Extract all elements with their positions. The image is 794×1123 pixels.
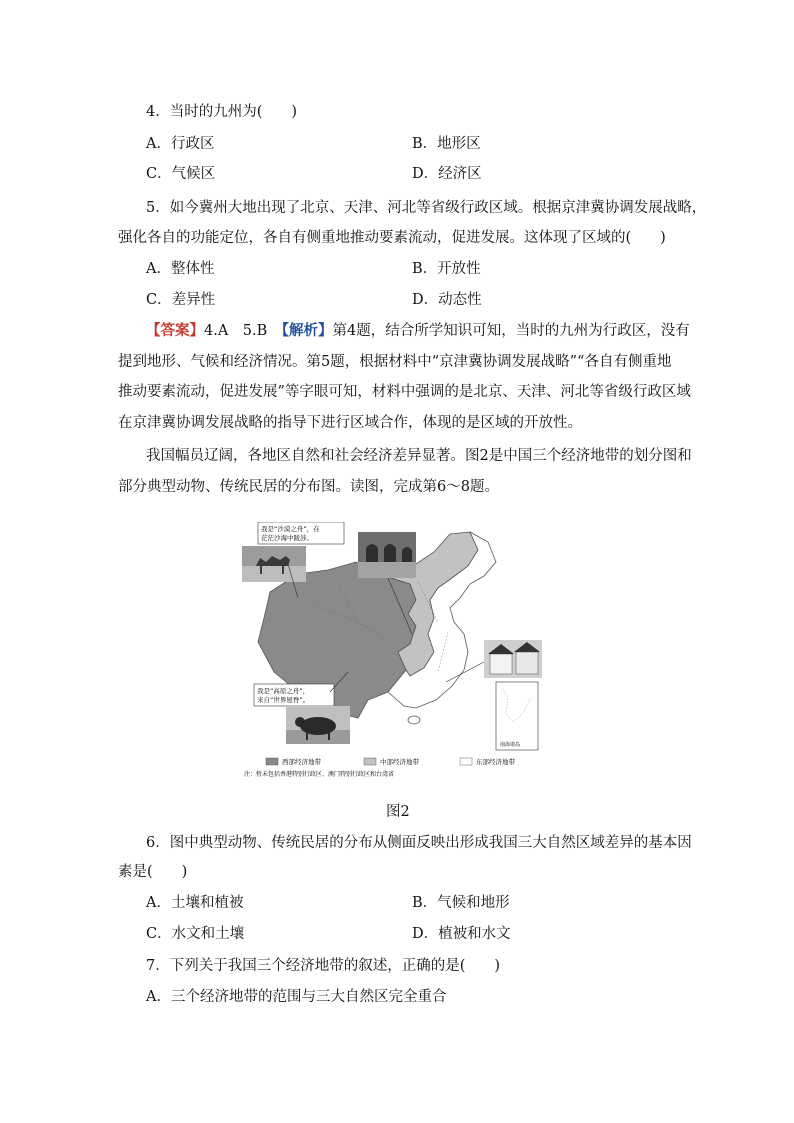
camel-caption-line2: 茫茫沙海中跋涉。 (261, 534, 313, 542)
q5-option-d: D．动态性 (412, 292, 482, 308)
q6-option-a: A．土壤和植被 (146, 895, 244, 911)
q6-stem-line1: 6．图中典型动物、传统民居的分布从侧面反映出形成我国三大自然区域差异的基本因 (146, 835, 692, 851)
q6-option-b: B．气候和地形 (412, 895, 510, 911)
camel-caption-line1: 我是“沙漠之舟”，在 (261, 525, 320, 533)
yak-photo (286, 706, 350, 744)
q7-option-a: A．三个经济地带的范围与三大自然区完全重合 (146, 989, 447, 1005)
yak-caption-line2: 来自“世界屋脊”。 (257, 696, 310, 704)
q6-option-c: C．水文和土壤 (146, 926, 245, 942)
q4-option-b: B．地形区 (412, 136, 481, 152)
answer-tag: 【答案】 (146, 322, 204, 339)
intro-line2: 部分典型动物、传统民居的分布图。读图，完成第6～8题。 (118, 479, 499, 495)
hainan-island (408, 716, 420, 724)
south-china-sea-inset (496, 682, 538, 750)
legend-swatch-west (266, 758, 278, 765)
analysis-line2: 提到地形、气候和经济情况。第5题，根据材料中“京津冀协调发展战略”“各自有侧重地 (118, 354, 672, 370)
q7-stem: 7．下列关于我国三个经济地带的叙述，正确的是( ) (146, 958, 501, 974)
analysis-text-line1: 第4题，结合所学知识可知，当时的九州为行政区，没有 (332, 323, 690, 339)
q5-option-a: A．整体性 (146, 261, 215, 277)
q5-option-b: B．开放性 (412, 261, 481, 277)
q4-option-a: A．行政区 (146, 136, 215, 152)
economic-zones-map-figure (238, 522, 558, 784)
q4-option-d: D．经济区 (412, 166, 482, 182)
q4-option-c: C．气候区 (146, 166, 216, 182)
legend-label-west: 西部经济地带 (282, 758, 321, 766)
q5-stem-line2: 强化各自的功能定位，各自有侧重地推动要素流动，促进发展。这体现了区域的( ) (118, 230, 666, 246)
camel-photo (242, 546, 306, 582)
figure-note: 注：暂未包括香港特别行政区、澳门特别行政区和台湾省 (244, 771, 395, 778)
intro-line1: 我国幅员辽阔，各地区自然和社会经济差异显著。图2是中国三个经济地带的划分图和 (146, 448, 692, 464)
legend-label-central: 中部经济地带 (380, 758, 419, 766)
figure-caption: 图2 (386, 804, 410, 820)
inset-label: 南海诸岛 (500, 742, 521, 748)
cave-dwelling-photo (358, 532, 416, 578)
yak-caption-line1: 我是“高原之舟”， (257, 687, 310, 695)
q4-stem: 4．当时的九州为( ) (146, 104, 298, 120)
house-photo (484, 640, 542, 678)
q5-option-c: C．差异性 (146, 292, 216, 308)
analysis-tag: 【解析】 (281, 322, 333, 339)
legend-swatch-east (460, 758, 472, 765)
legend-swatch-central (364, 758, 376, 765)
analysis-line4: 在京津冀协调发展战略的指导下进行区域合作，体现的是区域的开放性。 (118, 415, 582, 431)
legend-label-east: 东部经济地带 (476, 758, 515, 766)
q6-option-d: D．植被和水文 (412, 926, 511, 942)
q6-stem-line2: 素是( ) (118, 864, 188, 880)
answer-text: 4.A 5.B (204, 323, 282, 339)
analysis-line3: 推动要素流动，促进发展”等字眼可知，材料中强调的是北京、天津、河北等省级行政区域 (118, 384, 691, 400)
answer-line1 (146, 321, 690, 341)
q5-stem-line1: 5．如今冀州大地出现了北京、天津、河北等省级行政区域。根据京津冀协调发展战略， (146, 200, 707, 216)
